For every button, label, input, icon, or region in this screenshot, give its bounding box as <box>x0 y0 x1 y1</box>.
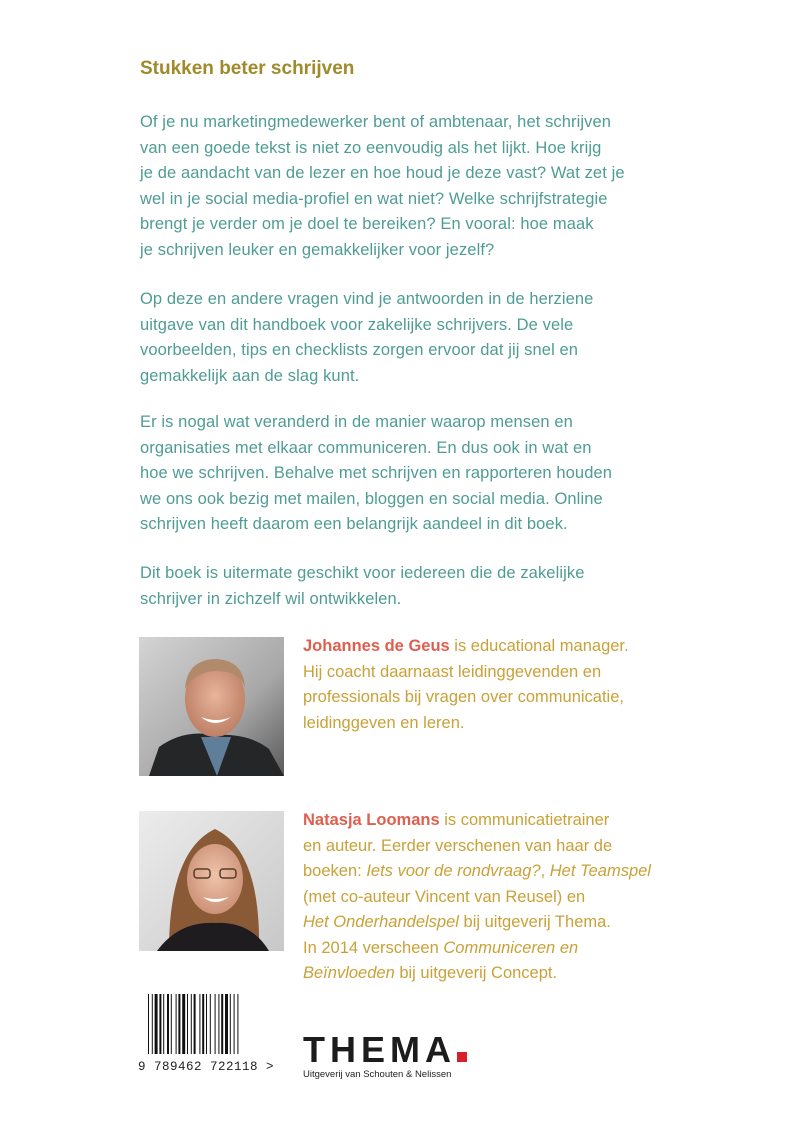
author-bio-johannes <box>303 634 683 736</box>
author-name: Johannes de Geus <box>303 637 450 655</box>
barcode-bar <box>187 994 188 1054</box>
text-line: Of je nu marketingmedewerker bent of ambtenaar, het schrijven <box>140 113 612 131</box>
text-line: voorbeelden, tips en checklists zorgen ervoor dat jij snel en <box>140 341 579 359</box>
text-line: we ons ook bezig met mailen, bloggen en social media. Online <box>140 489 603 508</box>
text-line: Er is nogal wat veranderd in de manier waarop mensen en <box>140 413 573 431</box>
barcode-bar <box>167 994 169 1054</box>
barcode-bar <box>176 994 177 1054</box>
text-line: gemakkelijk aan de slag kunt. <box>140 366 360 385</box>
barcode-bar <box>225 994 228 1054</box>
author-photo-johannes <box>139 637 284 776</box>
barcode-bar <box>221 994 223 1054</box>
isbn-barcode <box>148 994 264 1054</box>
bio-text: bij uitgeverij Concept. <box>394 964 558 982</box>
text-line: hoe we schrijven. Behalve met schrijven en rapporteren houden <box>140 464 613 482</box>
text-line: je de aandacht van de lezer en hoe houd je deze vast? Wat zet je <box>140 164 625 182</box>
bio-line: professionals bij vragen over communicatie, <box>303 688 624 706</box>
bio-text: , <box>540 862 550 880</box>
bio-text: In 2014 verscheen <box>303 938 444 957</box>
bio-text: is communicatietrainer <box>439 811 610 829</box>
text-line: van een goede tekst is niet zo eenvoudig als het lijkt. Hoe krijg <box>140 138 602 157</box>
barcode-bar <box>202 994 204 1054</box>
text-line: schrijven heeft daarom een belangrijk aandeel in dit boek. <box>140 515 568 533</box>
barcode-bar <box>171 994 172 1054</box>
publisher-logo <box>303 1030 467 1070</box>
barcode-bar <box>237 994 238 1054</box>
bio-line: leidinggeven en leren. <box>303 713 465 732</box>
author-name: Natasja Loomans <box>303 811 440 829</box>
bio-text: boeken: <box>303 862 367 880</box>
text-line: schrijver in zichzelf wil ontwikkelen. <box>140 589 402 608</box>
text-line: je schrijven leuker en gemakkelijker voor jezelf? <box>140 240 495 259</box>
bio-text: bij uitgeverij Thema. <box>458 913 611 931</box>
book-title: Communiceren en <box>443 938 579 957</box>
barcode-bar <box>218 994 219 1054</box>
logo-text: THEMA <box>303 1029 456 1070</box>
paragraph-audience <box>140 561 680 612</box>
barcode-bar <box>234 994 235 1054</box>
book-title: Het Teamspel <box>549 862 651 880</box>
barcode-bar <box>199 994 200 1054</box>
text-line: wel in je social media-profiel en wat niet? Welke schrijfstrategie <box>140 189 608 208</box>
barcode-bar <box>178 994 180 1054</box>
barcode-bar <box>159 994 161 1054</box>
bio-line: (met co-auteur Vincent van Reusel) en <box>303 887 586 906</box>
paragraph-changes <box>140 410 680 538</box>
text-line: Op deze en andere vragen vind je antwoorden in de herziene <box>140 290 594 308</box>
bio-text: is educational manager. <box>449 637 629 655</box>
barcode-bar <box>163 994 164 1054</box>
barcode-bar <box>194 994 196 1054</box>
barcode-bar <box>152 994 153 1054</box>
book-title: Het Onderhandelspel <box>303 913 459 931</box>
publisher-name: Uitgeverij van Schouten & Nelissen <box>303 1069 452 1080</box>
barcode-bar <box>230 994 231 1054</box>
barcode-bar <box>155 994 158 1054</box>
paragraph-intro <box>140 110 680 263</box>
bio-line: Hij coacht daarnaast leidinggevenden en <box>303 662 602 681</box>
logo-dot <box>457 1052 467 1062</box>
barcode-bar <box>210 994 211 1054</box>
barcode-bar <box>215 994 216 1054</box>
paragraph-answers <box>140 287 680 389</box>
text-line: brengt je verder om je doel te bereiken? En vooral: hoe maak <box>140 215 594 233</box>
text-line: uitgave van dit handboek voor zakelijke schrijvers. De vele <box>140 315 574 334</box>
text-line: organisaties met elkaar communiceren. En dus ook in wat en <box>140 438 592 457</box>
barcode-bar <box>148 994 149 1054</box>
book-title: Beïnvloeden <box>303 964 395 982</box>
text-line: Dit boek is uitermate geschikt voor iedereen die de zakelijke <box>140 564 585 582</box>
author-bio-natasja <box>303 808 683 987</box>
book-title: Iets voor de rondvraag? <box>366 862 541 880</box>
back-cover-title: Stukken beter schrijven <box>140 58 355 79</box>
barcode-bar <box>206 994 207 1054</box>
isbn-digits: 9 789462 722118 > <box>138 1060 275 1074</box>
bio-line: en auteur. Eerder verschenen van haar de <box>303 836 613 855</box>
barcode-bar <box>182 994 185 1054</box>
author-photo-natasja <box>139 811 284 951</box>
barcode-bar <box>191 994 192 1054</box>
